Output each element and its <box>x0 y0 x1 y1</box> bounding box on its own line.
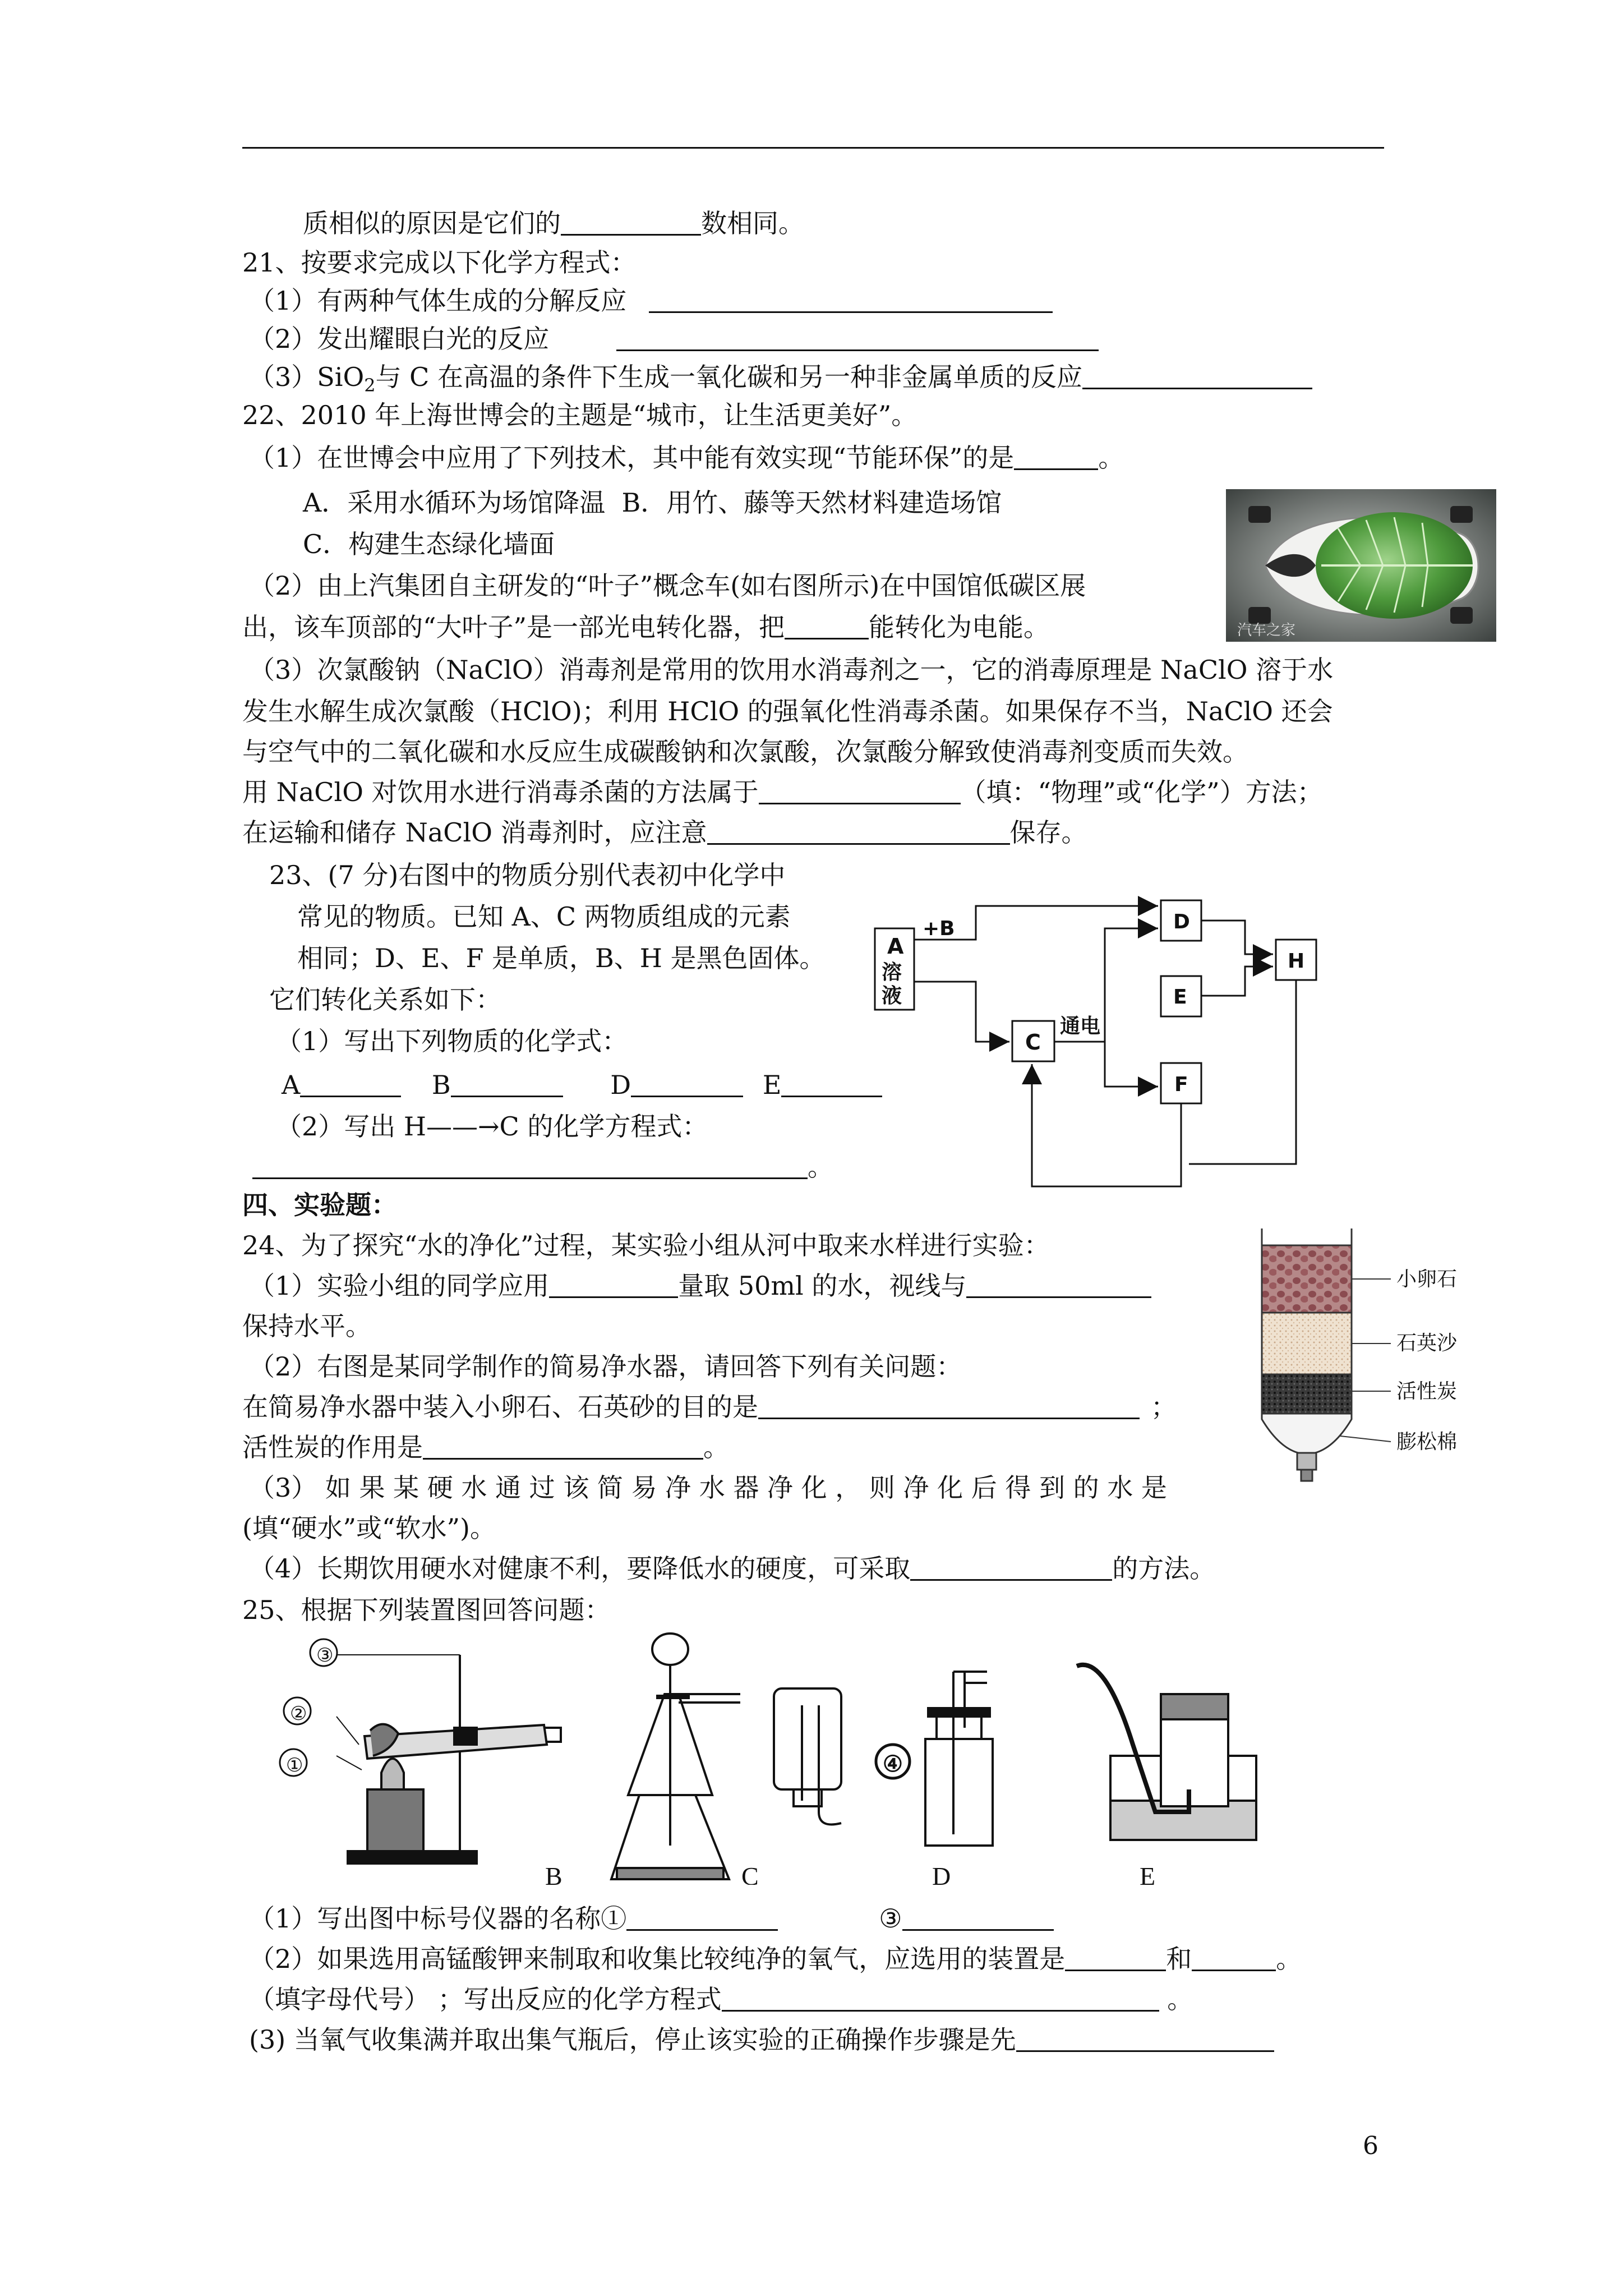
label-3: ③ <box>316 1644 334 1667</box>
answer-blank[interactable] <box>549 1274 678 1298</box>
question-22-item-3-line-2: 发生水解生成次氯酸（HClO)；利用 HClO 的强氧化性消毒杀菌。如果保存不当，NaClO 还会 <box>242 696 1333 726</box>
question-25-item-2: （2）如果选用高锰酸钾来制取和收集比较纯净的氧气，应选用的装置是 和 。 <box>249 1944 1302 1974</box>
question-21-item-1: （1）有两种气体生成的分解反应 <box>249 284 1053 318</box>
question-22-item-2-line-2: 出，该车顶部的“大叶子”是一部光电转化器，把 能转化为电能。 <box>242 612 1050 642</box>
question-25-item-1: （1）写出图中标号仪器的名称① ③ <box>249 1902 1054 1935</box>
sand-layer-label: 石英沙 <box>1396 1332 1458 1355</box>
label-2: ② <box>290 1703 307 1725</box>
node-d-label: D <box>1173 910 1190 933</box>
question-23-item-1: （1）写出下列物质的化学式： <box>276 1026 628 1056</box>
answer-blank[interactable] <box>759 780 961 804</box>
apparatus-e-label: E <box>1140 1862 1156 1885</box>
page-number: 6 <box>1363 2132 1378 2160</box>
answer-blank[interactable] <box>722 1987 1159 2012</box>
answer-blank[interactable] <box>616 327 1099 351</box>
node-f-label: F <box>1174 1073 1188 1096</box>
answer-blank[interactable] <box>707 821 1010 845</box>
question-24-item-1-line-2: 保持水平。 <box>242 1311 371 1341</box>
question-22-item-3-line-1: （3）次氯酸钠（NaClO）消毒剂是常用的饮用水消毒剂之一，它的消毒原理是 NaClO 溶于水 <box>249 655 1334 685</box>
substance-relation-diagram <box>864 884 1340 1198</box>
node-h-label: H <box>1288 950 1305 973</box>
answer-blank[interactable] <box>626 1907 778 1931</box>
leaf-concept-car-image <box>1226 489 1496 642</box>
question-25-item-2-line-2: （填字母代号） ；写出反应的化学方程式 。 <box>249 1984 1193 2014</box>
question-22-item-3-line-5: 在运输和储存 NaClO 消毒剂时，应注意 保存。 <box>242 817 1087 848</box>
answer-blank[interactable] <box>1192 1947 1276 1971</box>
question-23-formula-blanks: A B D E <box>282 1068 882 1102</box>
electrolysis-label: 通电 <box>1060 1015 1101 1038</box>
question-21-title: 21、按要求完成以下化学方程式： <box>242 247 637 278</box>
answer-blank-b[interactable] <box>451 1073 563 1097</box>
question-22-item-3-line-4: 用 NaClO 对饮用水进行消毒杀菌的方法属于 （填：“物理”或“化学”）方法； <box>242 777 1323 807</box>
question-24-item-3-line-1: （3） 如 果 某 硬 水 通 过 该 简 易 净 水 器 净 化 ， 则 净 化 后 得 到 的 水 是 <box>249 1473 1167 1503</box>
question-22-item-3-line-3: 与空气中的二氧化碳和水反应生成碳酸钠和次氯酸，次氯酸分解致使消毒剂变质而失效。 <box>242 737 1248 767</box>
question-24-item-2-line-2: 在简易净水器中装入小卵石、石英砂的目的是 ； <box>242 1392 1177 1422</box>
carbon-layer-label: 活性炭 <box>1396 1380 1458 1403</box>
question-24-item-2-line-3: 活性炭的作用是 。 <box>242 1432 729 1462</box>
question-24-item-1: （1）实验小组的同学应用 量取 50ml 的水，视线与 <box>249 1269 1151 1303</box>
node-a-label: A <box>887 934 904 959</box>
answer-blank-d[interactable] <box>631 1073 743 1097</box>
apparatus-b-label: B <box>545 1862 562 1885</box>
cotton-layer-label: 膨松棉 <box>1396 1430 1458 1453</box>
answer-blank[interactable] <box>785 615 869 639</box>
question-25-title: 25、根据下列装置图回答问题： <box>242 1595 611 1625</box>
question-23-line-3: 相同；D、E、F 是单质，B、H 是黑色固体。 <box>297 943 826 973</box>
question-22-item-1: （1）在世博会中应用了下列技术，其中能有效实现“节能环保”的是 。 <box>249 443 1124 473</box>
question-23-item-2: （2）写出 H——→C 的化学方程式： <box>276 1111 708 1142</box>
header-rule <box>242 147 1384 149</box>
node-a-solution-2: 液 <box>882 984 902 1007</box>
node-c-label: C <box>1025 1030 1041 1055</box>
question-22-title: 22、2010 年上海世博会的主题是“城市，让生活更美好”。 <box>242 400 917 430</box>
question-22-item-2-line-1: （2）由上汽集团自主研发的“叶子”概念车(如右图所示)在中国馆低碳区展 <box>249 570 1086 601</box>
question-24-item-4: （4）长期饮用硬水对健康不利，要降低水的硬度，可采取 的方法。 <box>249 1553 1216 1584</box>
question-24-item-3-line-2: (填“硬水”或“软水”)。 <box>242 1513 496 1543</box>
answer-blank[interactable] <box>902 1907 1054 1931</box>
label-1: ① <box>286 1754 303 1777</box>
question-23-line-4: 它们转化关系如下： <box>269 984 501 1015</box>
question-24-title: 24、为了探究“水的净化”过程，某实验小组从河中取来水样进行实验： <box>242 1230 1050 1260</box>
reagent-b-label: +B <box>923 917 955 940</box>
question-23-line-1: 23、(7 分)右图中的物质分别代表初中化学中 <box>269 860 786 890</box>
question-20-continuation: 质相似的原因是它们的 数相同。 <box>303 208 804 238</box>
question-24-item-2-line-1: （2）右图是某同学制作的简易净水器，请回答下列有关问题： <box>249 1351 962 1382</box>
lab-apparatus-figure <box>247 1632 1391 1885</box>
pebble-layer-label: 小卵石 <box>1396 1268 1458 1291</box>
answer-blank[interactable] <box>561 211 701 236</box>
answer-blank[interactable] <box>1065 1947 1166 1971</box>
apparatus-c-label: C <box>741 1862 759 1885</box>
answer-blank[interactable] <box>1014 446 1098 470</box>
answer-blank[interactable] <box>910 1557 1112 1581</box>
answer-blank-a[interactable] <box>300 1073 401 1097</box>
water-filter-diagram <box>1245 1223 1509 1487</box>
question-23-equation-line: 。 <box>252 1150 833 1184</box>
answer-blank[interactable] <box>1082 365 1312 389</box>
question-21-item-2: （2）发出耀眼白光的反应 <box>249 322 1099 356</box>
question-21-item-3: （3）SiO$_2$与 C 在高温的条件下生成一氧化碳和另一种非金属单质的反应 <box>249 360 1312 402</box>
node-a-solution-1: 溶 <box>882 961 902 984</box>
question-25-item-3: (3) 当氧气收集满并取出集气瓶后，停止该实验的正确操作步骤是先 <box>249 2023 1274 2056</box>
answer-blank[interactable] <box>758 1395 1140 1419</box>
answer-blank[interactable] <box>966 1274 1151 1298</box>
watermark-text: 汽车之家 <box>1237 622 1296 639</box>
answer-blank[interactable] <box>252 1155 808 1179</box>
question-23-line-2: 常见的物质。已知 A、C 两物质组成的元素 <box>297 901 791 932</box>
apparatus-d-label: D <box>932 1862 951 1885</box>
answer-blank[interactable] <box>649 289 1053 313</box>
answer-blank[interactable] <box>1016 2028 1274 2052</box>
question-22-option-c: C．构建生态绿化墙面 <box>303 529 555 559</box>
question-22-options-ab: A．采用水循环为场馆降温 B．用竹、藤等天然材料建造场馆 <box>303 487 1002 518</box>
node-e-label: E <box>1173 986 1187 1009</box>
label-4: ④ <box>883 1751 903 1777</box>
answer-blank[interactable] <box>423 1435 703 1460</box>
section-4-title: 四、实验题： <box>242 1190 397 1220</box>
